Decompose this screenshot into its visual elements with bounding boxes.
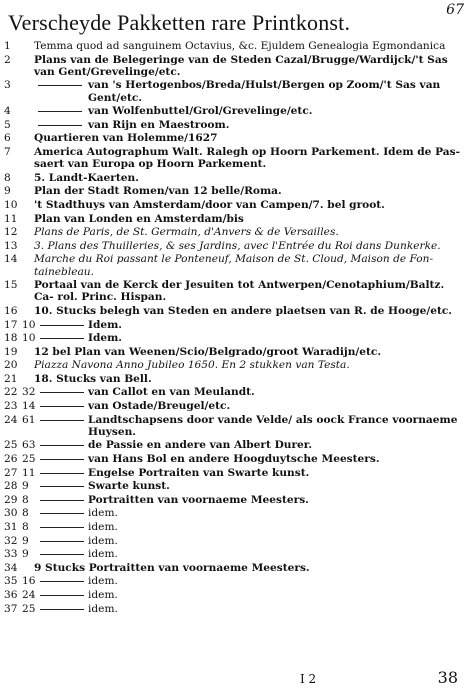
- entry-count: 8: [22, 521, 29, 534]
- list-item: [0, 185, 470, 197]
- list-item: [0, 359, 470, 371]
- entry-number: 25: [4, 439, 18, 452]
- entry-text: Swarte kunst.: [88, 480, 170, 493]
- entry-number: 21: [4, 372, 18, 385]
- entry-count: 32: [22, 386, 36, 399]
- entry-text: Landtschapsens door vande Velde/ als oock France voornaeme Huysen.: [88, 413, 458, 438]
- entry-number: 15: [4, 279, 18, 292]
- ditto-rule: [40, 609, 84, 610]
- entry-text: idem.: [88, 575, 118, 588]
- ditto-rule: [40, 459, 84, 460]
- list-item: [0, 400, 470, 412]
- entry-text: van Wolfenbuttel/Grol/Grevelinge/etc.: [88, 105, 313, 118]
- list-item: [0, 346, 470, 358]
- entry-text: idem.: [88, 602, 118, 615]
- entry-text: de Passie en andere van Albert Durer.: [88, 439, 313, 452]
- entry-number: 28: [4, 480, 18, 493]
- list-item: [0, 467, 470, 479]
- list-item: [0, 240, 470, 252]
- page-title: Verscheyde Pakketten rare Printkonst.: [8, 10, 351, 35]
- entry-number: 29: [4, 493, 18, 506]
- ditto-rule: [40, 595, 84, 596]
- entry-count: 8: [22, 493, 29, 506]
- entry-number: 20: [4, 359, 18, 372]
- ditto-rule: [38, 125, 82, 126]
- entry-number: 17: [4, 318, 18, 331]
- entry-text: Temma quod ad sanguinem Octavius, &c. Ejuldem Genealogia Egmondanica: [34, 40, 446, 52]
- entry-text: van Ostade/Breugel/etc.: [88, 400, 231, 413]
- entry-text: 't Stadthuys van Amsterdam/door van Campen/7. bel groot.: [34, 198, 385, 211]
- list-item: [0, 199, 470, 211]
- ditto-rule: [40, 581, 84, 582]
- entry-text: 3. Plans des Thuilleries, & ses Jardins, avec l'Entrée du Roi dans Dunkerke.: [34, 239, 441, 252]
- bottom-page-number: 38: [437, 668, 458, 687]
- list-item: [0, 253, 470, 277]
- entry-text: 9 Stucks Portraitten van voornaeme Meesters.: [34, 561, 310, 574]
- entry-number: 35: [4, 575, 18, 588]
- entry-text: idem.: [88, 507, 118, 520]
- entry-text: van Rijn en Maestroom.: [88, 118, 230, 131]
- entry-text: America Autographum Walt. Ralegh op Hoorn Parkement. Idem de Pas- saert van Europa op Hoorn Parkement.: [34, 145, 460, 171]
- list-item: [0, 105, 470, 117]
- entry-number: 37: [4, 602, 18, 615]
- entry-count: 25: [22, 602, 36, 615]
- entry-number: 8: [4, 171, 11, 184]
- list-item: [0, 305, 470, 317]
- list-item: [0, 414, 470, 438]
- entry-number: 18: [4, 332, 18, 345]
- entry-number: 22: [4, 386, 18, 399]
- entry-text: Plans van de Belegeringe van de Steden Cazal/Brugge/Wardijck/'t Sas van Gent/Grevelinge/etc.: [34, 53, 448, 78]
- entry-text: Engelse Portraiten van Swarte kunst.: [88, 466, 310, 479]
- ditto-rule: [38, 111, 82, 112]
- entry-text: idem.: [88, 589, 118, 601]
- list-item: [0, 226, 470, 238]
- ditto-rule: [40, 406, 84, 407]
- entry-text: idem.: [88, 521, 118, 534]
- list-item: [0, 603, 470, 615]
- entry-number: 7: [4, 145, 11, 158]
- ditto-rule: [40, 473, 84, 474]
- entry-number: 34: [4, 561, 18, 574]
- list-item: [0, 562, 470, 574]
- list-item: [0, 453, 470, 465]
- entry-number: 24: [4, 413, 18, 426]
- list-item: [0, 213, 470, 225]
- ditto-rule: [38, 85, 82, 86]
- entry-count: 63: [22, 439, 36, 452]
- entry-count: 9: [22, 534, 29, 547]
- entry-count: 9: [22, 480, 29, 493]
- ditto-rule: [40, 513, 84, 514]
- list-item: [0, 319, 470, 331]
- list-item: [0, 494, 470, 506]
- entry-number: 19: [4, 345, 18, 358]
- entry-text: Idem.: [88, 332, 123, 345]
- entry-count: 8: [22, 507, 29, 520]
- entry-number: 1: [4, 40, 11, 52]
- list-item: [0, 332, 470, 344]
- ditto-rule: [40, 338, 84, 339]
- entry-text: van Callot en van Meulandt.: [88, 386, 255, 399]
- entry-count: 10: [22, 318, 36, 331]
- entry-number: 9: [4, 185, 11, 198]
- ditto-rule: [40, 392, 84, 393]
- entry-number: 16: [4, 304, 18, 317]
- entry-text: idem.: [88, 534, 118, 547]
- list-item: [0, 386, 470, 398]
- entry-number: 10: [4, 198, 18, 211]
- entry-number: 5: [4, 118, 11, 131]
- entry-text: Portaal van de Kerck der Jesuiten tot Antwerpen/Cenotaphium/Baltz. Ca- rol. Princ. Hispan.: [34, 279, 445, 304]
- entry-number: 31: [4, 521, 18, 534]
- signature-mark: I 2: [300, 672, 317, 686]
- entry-number: 26: [4, 453, 18, 466]
- entry-text: Portraitten van voornaeme Meesters.: [88, 493, 309, 506]
- list-item: [0, 146, 470, 170]
- ditto-rule: [40, 486, 84, 487]
- entry-number: 11: [4, 212, 18, 225]
- ditto-rule: [40, 541, 84, 542]
- entry-number: 27: [4, 466, 18, 479]
- list-item: [0, 589, 470, 601]
- entry-text: 10. Stucks belegh van Steden en andere plaetsen van R. de Hooge/etc.: [34, 304, 452, 317]
- list-item: [0, 507, 470, 519]
- entry-number: 6: [4, 132, 11, 145]
- entry-text: Plan der Stadt Romen/van 12 belle/Roma.: [34, 185, 282, 198]
- entry-number: 32: [4, 534, 18, 547]
- entry-number: 4: [4, 105, 11, 118]
- list-item: [0, 548, 470, 560]
- entry-text: Quartieren van Holemme/1627: [34, 132, 218, 145]
- entry-number: 3: [4, 79, 11, 92]
- page-number: 67: [446, 2, 464, 18]
- entry-number: 2: [4, 53, 11, 66]
- entry-text: van Hans Bol en andere Hoogduytsche Meesters.: [88, 453, 380, 466]
- entry-text: Marche du Roi passant le Ponteneuf, Maison de St. Cloud, Maison de Fon- tainebleau.: [34, 253, 434, 278]
- list-item: [0, 172, 470, 184]
- ditto-rule: [40, 500, 84, 501]
- entry-text: Plan van Londen en Amsterdam/bis: [34, 212, 244, 225]
- entry-text: 12 bel Plan van Weenen/Scio/Belgrado/groot Waradijn/etc.: [34, 345, 382, 358]
- list-item: [0, 521, 470, 533]
- entry-count: 11: [22, 466, 36, 479]
- entry-count: 14: [22, 400, 36, 413]
- entry-count: 16: [22, 575, 36, 588]
- entry-number: 36: [4, 589, 18, 601]
- entry-number: 23: [4, 400, 18, 413]
- entry-number: 30: [4, 507, 18, 520]
- entry-text: 18. Stucks van Bell.: [34, 372, 152, 385]
- ditto-rule: [40, 527, 84, 528]
- entry-number: 13: [4, 239, 18, 252]
- entry-number: 14: [4, 253, 18, 266]
- ditto-rule: [40, 325, 84, 326]
- ditto-rule: [40, 445, 84, 446]
- list-item: [0, 119, 470, 131]
- entry-count: 9: [22, 548, 29, 561]
- list-item: [0, 132, 470, 144]
- list-item: [0, 40, 470, 52]
- entry-count: 25: [22, 453, 36, 466]
- entry-number: 33: [4, 548, 18, 561]
- list-item: [0, 480, 470, 492]
- entry-count: 10: [22, 332, 36, 345]
- ditto-rule: [40, 420, 84, 421]
- list-item: [0, 535, 470, 547]
- list-item: [0, 79, 470, 103]
- entry-text: idem.: [88, 548, 118, 561]
- entry-text: Idem.: [88, 318, 123, 331]
- list-item: [0, 373, 470, 385]
- entry-count: 61: [22, 413, 36, 426]
- list-item: [0, 575, 470, 587]
- entry-text: van 's Hertogenbos/Breda/Hulst/Bergen op Zoom/'t Sas van Gent/etc.: [88, 79, 441, 104]
- entry-text: 5. Landt-Kaerten.: [34, 171, 139, 184]
- list-item: [0, 439, 470, 451]
- entry-number: 12: [4, 226, 18, 239]
- entry-list: [0, 40, 470, 616]
- entry-text: Piazza Navona Anno Jubileo 1650. En 2 stukken van Testa.: [34, 359, 350, 372]
- entry-text: Plans de Paris, de St. Germain, d'Anvers & de Versailles.: [34, 226, 339, 239]
- list-item: [0, 54, 470, 78]
- ditto-rule: [40, 554, 84, 555]
- entry-count: 24: [22, 589, 36, 601]
- list-item: [0, 279, 470, 303]
